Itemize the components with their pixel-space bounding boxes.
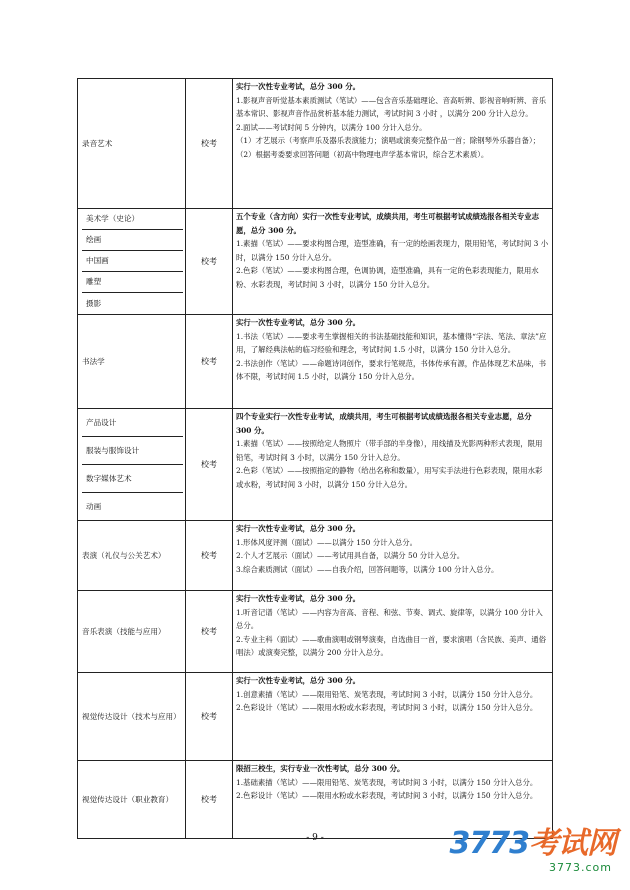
exam-summary: 四个专业实行一次性专业考试，成绩共用，考生可根据考试成绩选报各相关专业志愿，总分 300 分。 [236,412,532,435]
exam-item: 1.形体风度评测（面试）——以满分 150 分计入总分。 [236,537,418,547]
exam-description-cell [233,591,553,673]
major-cell [78,315,186,409]
major-name: 录音艺术 [82,138,113,148]
exam-description-cell [233,209,553,315]
exam-item: 1.素描（笔试）——要求构图合理，造型准确，有一定的绘画表现力，限用铅笔，考试时间 3 小时，以满分 150 分计入总分。 [236,239,549,262]
major-name: 视觉传达设计（技术与应用） [82,711,181,721]
exam-description-cell [233,673,553,761]
table-row [78,409,553,521]
exam-summary: 实行一次性专业考试，总分 300 分。 [236,676,361,685]
table-row [78,521,553,591]
page-number: - 9 - [306,833,324,843]
exam-item: 2.色彩设计（笔试）——限用水粉或水彩表现，考试时间 3 小时，以满分 150 分计入总分。 [236,791,538,801]
exam-item: 2.专业主科（面试）——歌曲演唱或钢琴演奏，自选曲目一首，要求演唱（含民族、美声、通俗唱法）或演奏完整，以满分 200 分计入总分。 [236,634,547,658]
exam-summary: 实行一次性专业考试，总分 300 分。 [236,594,361,603]
exam-item: 1.影视声音听觉基本素质测试（笔试）——包含音乐基础理论、音高听辨、影视音响听辨、音乐基本常识、影视声音作品赏析基本能力测试，考试时间 3 小时 ，以满分 200 分计入总分。 [236,95,547,119]
exam-summary: 限招三校生，实行专业一次性考试，总分 300 分。 [236,764,405,773]
exam-item: 2.色彩（笔试）——要求构图合理，色调协调，造型准确，具有一定的色彩表现能力，限用水粉、水彩表现，考试时间 3 小时，以满分 150 分计入总分。 [236,266,539,289]
exam-item: 1.基础素描（笔试）——限用铅笔、炭笔表现，考试时间 3 小时，以满分 150 分计入总分。 [236,777,538,787]
major-cell [78,409,186,521]
exam-item: 2.个人才艺展示（面试）——考试用具自备，以满分 50 分计入总分。 [236,551,465,561]
watermark-url: 3773.com [549,861,612,874]
exam-summary: 五个专业（含方向）实行一次性专业考试，成绩共用，考生可根据考试成绩选报各相关专业志愿，总分 300 分。 [236,212,540,235]
watermark-brand-text: 考试网 [529,826,616,861]
exam-item: 1.创意素描（笔试）——限用铅笔、炭笔表现，考试时间 3 小时，以满分 150 分计入总分。 [236,689,538,699]
exam-type-cell: 校考 [186,409,233,521]
exam-item: 2.书法创作（笔试）——命题诗词创作，要求行笔规范，书体传承有源，作品体现艺术品味，书体不限，考试时间 1.5 小时，以满分 150 分计入总分。 [236,358,547,382]
table-row [78,591,553,673]
major-cell [78,673,186,761]
exam-description-cell [233,521,553,591]
exam-summary: 实行一次性专业考试，总分 300 分。 [236,82,361,91]
exam-summary: 实行一次性专业考试，总分 300 分。 [236,318,361,327]
major-name: 视觉传达设计（职业教育） [82,794,174,804]
exam-item: 1.书法（笔试）——要求考生掌握相关的书法基础技能和知识，基本懂得“字法、笔法、章法”应用，了解经典法帖的临习经验和理念，考试时间 1.5 小时，以满分 150 分计入总分。 [236,331,547,355]
exam-item: 2.面试——考试时间 5 分钟内，以满分 100 分计入总分。 [236,122,427,132]
exam-type-cell: 校考 [186,315,233,409]
major-name: 动画 [86,501,102,511]
exam-summary: 实行一次性专业考试，总分 300 分。 [236,524,361,533]
exam-description-cell [233,315,553,409]
exam-item: 2.色彩（笔试）——按照指定的静物（给出名称和数量），用写实手法进行色彩表现，限用水彩或水粉，考试时间 3 小时，以满分 150 分计入总分。 [236,466,543,489]
exam-table-body [78,79,553,839]
exam-type-cell: 校考 [186,209,233,315]
table-row [78,209,553,315]
major-name: 雕塑 [82,272,183,293]
major-cell [78,521,186,591]
major-name: 表演（礼仪与公关艺术） [82,550,166,560]
major-name: 摄影 [86,298,102,308]
major-cell [78,79,186,209]
exam-type-cell: 校考 [186,521,233,591]
major-name: 中国画 [82,251,183,272]
exam-item: 1.素描（笔试）——按照给定人物照片（带手部的半身像），用线描及光影两种形式表现，限用铅笔，考试时间 3 小时，以满分 150 分计入总分。 [236,439,543,462]
exam-item: 2.色彩设计（笔试）——限用水粉或水彩表现，考试时间 3 小时，以满分 150 分计入总分。 [236,703,538,713]
major-name: 产品设计 [82,409,183,437]
exam-type-cell: 校考 [186,673,233,761]
watermark-logo [449,826,617,874]
exam-item: （1）才艺展示（考察声乐及器乐表演能力；演唱或演奏完整作品一首；除钢琴外乐器自备）； [236,136,541,146]
table-row [78,673,553,761]
exam-type-cell: 校考 [186,79,233,209]
exam-type-cell: 校考 [186,591,233,673]
major-cell [78,761,186,839]
exam-table [77,78,553,839]
exam-item: 1.听音记谱（笔试）——内容为音高、音程、和弦、节奏、调式、旋律等，以满分 100 分计入总分。 [236,607,543,631]
table-row [78,315,553,409]
exam-description-cell [233,409,553,521]
major-name: 绘画 [82,230,183,251]
major-cell [78,591,186,673]
exam-description-cell [233,79,553,209]
exam-type-cell: 校考 [186,761,233,839]
exam-item: （2）根据考委要求回答问题（初高中物理电声学基本常识，综合艺术素质）。 [236,149,489,159]
major-cell [78,209,186,315]
major-name: 服装与服饰设计 [82,437,183,465]
major-name: 美术学（史论） [82,209,183,230]
major-name: 书法学 [82,356,105,366]
watermark-brand-number: 3773 [449,826,529,861]
major-name: 音乐表演（技能与应用） [82,626,166,636]
major-name: 数字媒体艺术 [82,465,183,493]
exam-item: 3.综合素质测试（面试）——自我介绍，回答问题等，以满分 100 分计入总分。 [236,564,499,574]
watermark-brand [449,826,617,861]
table-row [78,79,553,209]
